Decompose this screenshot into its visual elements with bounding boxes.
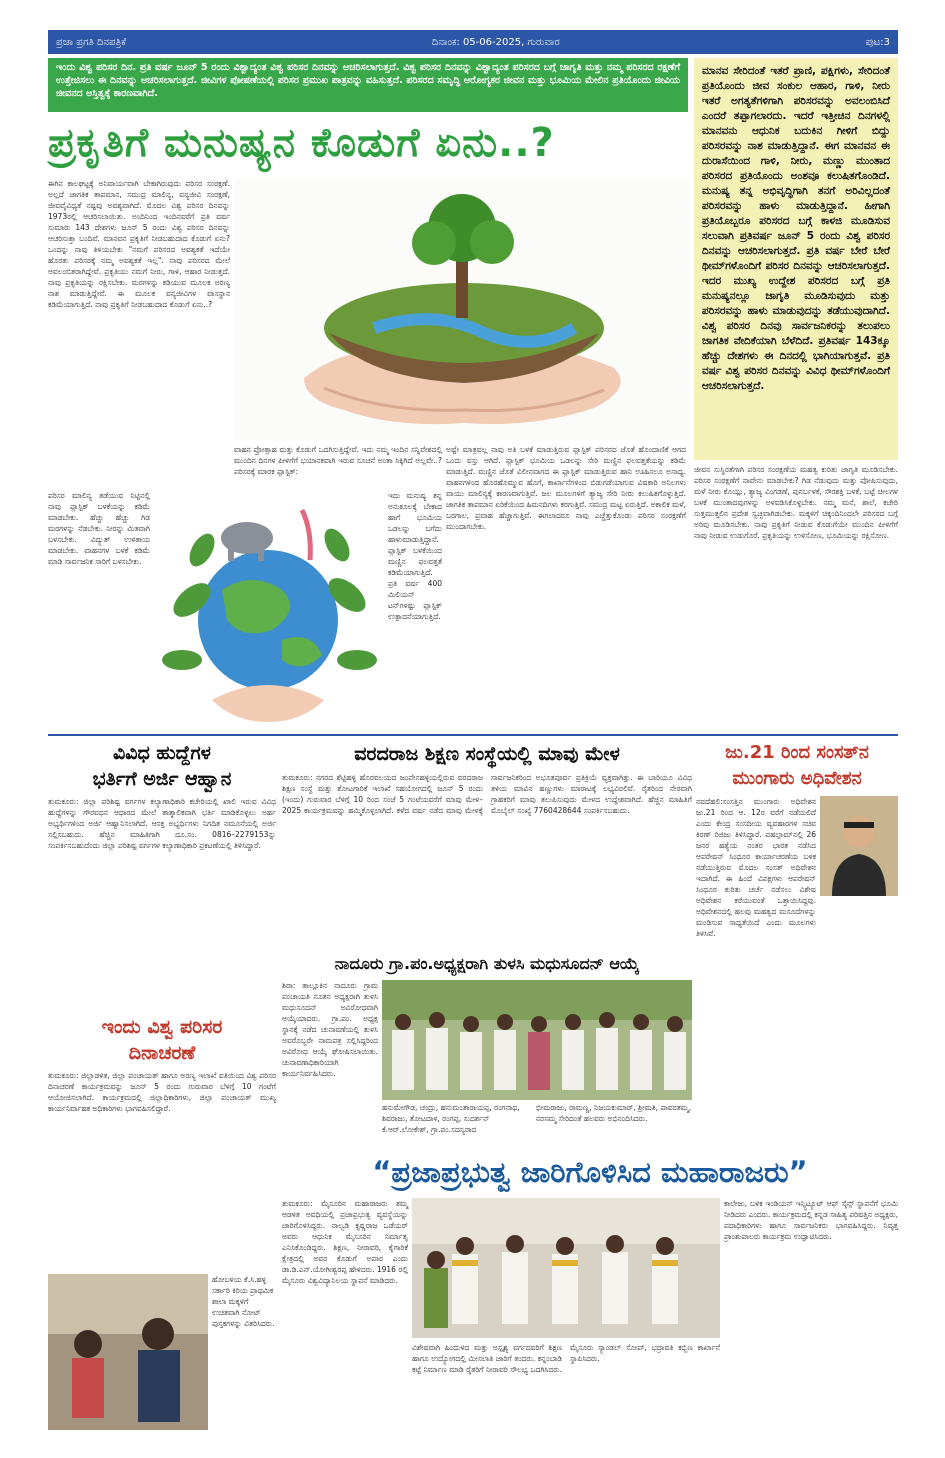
parliament-body-cont xyxy=(696,900,898,1140)
parliament-headline-line2: ಮುಂಗಾರು ಅಧಿವೇಶನ xyxy=(732,768,862,789)
school-books-photo xyxy=(48,1274,208,1430)
jobs-body: ತುಮಕೂರು: ಜಿಲ್ಲಾ ಪರಿಶಿಷ್ಟ ವರ್ಗಗಳ ಕಲ್ಯಾಣಾಧಿಕಾರಿ ಕಚೇರಿಯಲ್ಲಿ ಖಾಲಿ ಇರುವ ವಿವಿಧ ಹುದ್ದೆಗಳನ್ನು ಗೌರವಧನ ಆಧಾರದ ಮೇಲೆ ತಾತ್ಕಾಲಿಕವಾಗಿ ಭರ್ತಿ ಮಾಡಿಕೊಳ್ಳಲು ಅರ್ಹ ಅಭ್ಯರ್ಥಿಗಳಿಂದ ಅರ್ಜಿ ಆಹ್ವಾನಿಸಲಾಗಿದೆ. ಆಸಕ್ತ ಅಭ್ಯರ್ಥಿಗಳು ನಿಗದಿತ ನಮೂನೆಯಲ್ಲಿ ಅರ್ಜಿ ಸಲ್ಲಿಸಬಹುದು. ಹೆಚ್ಚಿನ ಮಾಹಿತಿಗಾಗಿ ದೂ.ಸಂ. 0816–2279153ನ್ನು ಸಂಪರ್ಕಿಸಬಹುದೆಂದು ಜಿಲ್ಲಾ ಪರಿಶಿಷ್ಟ ವರ್ಗಗಳ ಕಲ್ಯಾಣಾಧಿಕಾರಿ ಪ್ರಕಟಣೆಯಲ್ಲಿ ತಿಳಿಸಿದ್ದಾರೆ. xyxy=(48,797,276,850)
mango-body: ತುಮಕೂರು: ನಗರದ ಶೆಟ್ಟಿಹಳ್ಳಿ ಹೊರವಲಯದ ಜಂಪೇನಹಳ್ಳಿಯಲ್ಲಿರುವ ವರದರಾಜ ಶಿಕ್ಷಣ ಸಂಸ್ಥೆ ಮತ್ತು ತೋಟಗಾರಿಕೆ ಇಲಾಖೆ ಸಹಯೋಗದಲ್ಲಿ ಜೂನ್ 5 ರಂದು (ಇಂದು) ಗುರುವಾರ ಬೆಳಿಗ್ಗೆ 10 ರಿಂದ ಸಂಜೆ 5 ಗಂಟೆಯವರೆಗೆ ಮಾವು ಮೇಳ–2025 ಕಾರ್ಯಕ್ರಮವನ್ನು ಹಮ್ಮಿಕೊಳ್ಳಲಾಗಿದೆ. ಕಳೆದ ವರ್ಷ ನಡೆದ ಮಾವು ಮೇಳಕ್ಕೆ ಸಾರ್ವಜನಿಕರಿಂದ ಅಭೂತಪೂರ್ವ ಪ್ರತಿಕ್ರಿಯೆ ವ್ಯಕ್ತವಾಗಿತ್ತು. ಈ ಬಾರಿಯೂ ವಿವಿಧ ತಳಿಯ ಮಾವಿನ ಹಣ್ಣುಗಳು ಮಾರಾಟಕ್ಕೆ ಲಭ್ಯವಿರಲಿವೆ. ರೈತರಿಂದ ನೇರವಾಗಿ ಗ್ರಾಹಕರಿಗೆ ಮಾವು ತಲುಪಿಸುವುದು ಮೇಳದ ಉದ್ದೇಶವಾಗಿದೆ. ಹೆಚ್ಚಿನ ಮಾಹಿತಿಗೆ ಮೊಬೈಲ್ ಸಂಖ್ಯೆ 7760428644 ಸಂಪರ್ಕಿಸಬಹುದು. xyxy=(282,773,692,815)
env-day-headline-line1: ಇಂದು ವಿಶ್ವ ಪರಿಸರ xyxy=(101,1016,223,1038)
minister-photo xyxy=(820,796,898,896)
earth-animals-illustration xyxy=(152,490,384,730)
tulasi-headline: ನಾದೂರು ಗ್ರಾ.ಪಂ.ಅಧ್ಯಕ್ಷರಾಗಿ ತುಳಸಿ ಮಧುಸೂದನ್ ಆಯ್ಕೆ xyxy=(334,954,640,973)
tulasi-group-photo xyxy=(382,980,692,1100)
paper-name: ಪ್ರಜಾ ಪ್ರಗತಿ ದಿನಪತ್ರಿಕೆ xyxy=(56,36,127,48)
parliament-headline xyxy=(696,740,898,792)
lead-sidebar: ಮಾನವ ಸೇರಿದಂತೆ ಇತರೆ ಪ್ರಾಣಿ, ಪಕ್ಷಿಗಳು, ಸೇರಿದಂತೆ ಪ್ರತಿಯೊಂದು ಜೀವ ಸಂಕುಲ ಆಹಾರ, ಗಾಳಿ, ನೀರು ಇತರೆ ಅಗತ್ಯತೆಗಳಿಗಾಗಿ ಪರಿಸರವನ್ನು ಅವಲಂಬಿಸಿದೆ ಎಂದರೆ ತಪ್ಪಾಗಲಾರದು. ಇದರೆ ಇತ್ತೀಚಿನ ದಿನಗಳಲ್ಲಿ ಮಾನವನು ಆಧುನಿಕ ಬದುಕಿನ ಗೀಳಿಗೆ ಬಿದ್ದು ಪರಿಸರವನ್ನು ನಾಶ ಮಾಡುತ್ತಿದ್ದಾನೆ. ಈಗ ಮಾನವನ ಈ ದುರಾಸೆಯಿಂದ ಗಾಳಿ, ನೀರು, ಮಣ್ಣು ಮುಂತಾದ ಪರಿಸರದ ಪ್ರತಿಯೊಂದು ಅಂಶವೂ ಕಲುಷಿತಗೊಂಡಿದೆ. ಮನುಷ್ಯ ತನ್ನ ಅಭಿವೃದ್ಧಿಗಾಗಿ ತನಗೆ ಅರಿವಿಲ್ಲದಂತೆ ಪರಿಸರವನ್ನು ಹಾಳು ಮಾಡುತ್ತಿದ್ದಾನೆ. ಹೀಗಾಗಿ ಪ್ರತಿಯೊಬ್ಬರೂ ಪರಿಸರದ ಬಗ್ಗೆ ಕಾಳಜಿ ಮೂಡಿಸುವ ಸಲುವಾಗಿ ಪ್ರತಿವರ್ಷ ಜೂನ್ 5 ರಂದು ವಿಶ್ವ ಪರಿಸರ ದಿನವನ್ನು ಆಚರಿಸಲಾಗುತ್ತದೆ. ಪ್ರತಿ ವರ್ಷ ಬೇರೆ ಬೇರೆ ಥೀಮ್‌ಗಳೊಂದಿಗೆ ಪರಿಸರ ದಿನವನ್ನು ಆಚರಿಸಲಾಗುತ್ತದೆ. ಇದರ ಮುಖ್ಯ ಉದ್ದೇಶ ಪರಿಸರದ ಬಗ್ಗೆ ಪ್ರತಿ ಮನುಷ್ಯನಲ್ಲೂ ಜಾಗೃತಿ ಮೂಡಿಸುವುದು ಮತ್ತು ಪರಿಸರವನ್ನು ಹಾಳು ಮಾಡುವುದನ್ನು ತಡೆಯುವುದಾಗಿದೆ. ವಿಶ್ವ ಪರಿಸರ ದಿನವು ಸಾರ್ವಜನಿಕರನ್ನು ತಲುಪಲು ಜಾಗತಿಕ ವೇದಿಕೆಯಾಗಿ ಬೆಳೆದಿದೆ. ಪ್ರತಿವರ್ಷ 143ಕ್ಕೂ ಹೆಚ್ಚು ದೇಶಗಳು ಈ ದಿನದಲ್ಲಿ ಭಾಗಿಯಾಗುತ್ತವೆ. ಪ್ರತಿ ವರ್ಷ ವಿಶ್ವ ಪರಿಸರ ದಿನವನ್ನು ವಿವಿಧ ಥೀಮ್‌ಗಳೊಂದಿಗೆ ಆಚರಿಸಲಾಗುತ್ತದೆ. xyxy=(694,58,898,460)
tulasi-caption-2: ಭೀಮರಾಜು, ರಾಮಣ್ಣ, ನಿಜಯಕುಮಾರ್, ಶ್ರೀಮತಿ, ಪಾವರತಮ್ಮ, ನರಸಮ್ಮ ಸೇರಿದಂತೆ ಹಲವರು ಅಭಿನಂದಿಸಿದರು. xyxy=(536,1103,692,1123)
maharaja-body-1: ತುಮಕೂರು: ಮೈಸೂರಿನ ಮಹಾರಾಜರು ತಮ್ಮ ಆಡಳಿತ ಅವಧಿಯಲ್ಲಿ ಪ್ರಜಾಪ್ರಭುತ್ವ ವ್ಯವಸ್ಥೆಯನ್ನು ಜಾರಿಗೊಳಿಸಿದ್ದರು. ನಾಲ್ವಡಿ ಕೃಷ್ಣರಾಜ ಒಡೆಯರ್ ಅವರು ಆಧುನಿಕ ಮೈಸೂರಿನ ನಿರ್ಮಾತೃ ಎನಿಸಿಕೊಂಡಿದ್ದರು. ಶಿಕ್ಷಣ, ನೀರಾವರಿ, ಕೈಗಾರಿಕೆ ಕ್ಷೇತ್ರದಲ್ಲಿ ಅವರ ಕೊಡುಗೆ ಅಪಾರ ಎಂದು ಡಾ.ಡಿ.ಎನ್.ಯೋಗೀಶ್ವರಪ್ಪ ಹೇಳಿದರು. 1916 ರಲ್ಲಿ ಮೈಸೂರು ವಿಶ್ವವಿದ್ಯಾನಿಲಯ ಸ್ಥಾಪನೆ ಮಾಡಿದರು. xyxy=(282,1199,408,1285)
lead-column-1b: ಪರಿಸರ ಮಾಲಿನ್ಯ ತಡೆಯುವ ನಿಟ್ಟಿನಲ್ಲಿ ನಾವು ಪ್ಲಾಸ್ಟಿಕ್ ಬಳಕೆಯನ್ನು ಕಡಿಮೆ ಮಾಡಬೇಕು. ಹೆಚ್ಚು ಹೆಚ್ಚು ಗಿಡ ಮರಗಳನ್ನು ನೆಡಬೇಕು. ನೀರನ್ನು ಮಿತವಾಗಿ ಬಳಸಬೇಕು. ವಿದ್ಯುತ್ ಉಳಿತಾಯ ಮಾಡಬೇಕು. ವಾಹನಗಳ ಬಳಕೆ ಕಡಿಮೆ ಮಾಡಿ ಸಾರ್ವಜನಿಕ ಸಾರಿಗೆ ಬಳಸಬೇಕು. xyxy=(48,491,150,566)
masthead-bar xyxy=(48,30,898,54)
parliament-body: ನವದೆಹಲಿ:ಸಂಸತ್ತಿನ ಮುಂಗಾರು ಅಧಿವೇಶನ ಜು.21 ರಿಂದ ಆ. 12ರ ವರೆಗೆ ನಡೆಯಲಿದೆ ಎಂದು ಕೇಂದ್ರ ಸಂಸದೀಯ ವ್ಯವಹಾರಗಳ ಸಚಿವ ಕಿರಣ್ ರಿಜಿಜು ತಿಳಿಸಿದ್ದಾರೆ. ಪಹಲ್ಗಾಮ್‌ನಲ್ಲಿ 26 ಜನರ ಹತ್ಯೆಯ ನಂತರ ಭಾರತ ನಡೆಸಿದ ಆಪರೇಷನ್ ಸಿಂಧೂರ ಕಾರ್ಯಾಚರಣೆಯ ಬಳಿಕ ನಡೆಯುತ್ತಿರುವ ಮೊದಲ ಸಂಸತ್ ಅಧಿವೇಶನ ಇದಾಗಿದೆ. ಈ ಹಿಂದೆ ವಿಪಕ್ಷಗಳು ಆಪರೇಷನ್ ಸಿಂಧೂರ ಕುರಿತು ಚರ್ಚೆ ನಡೆಸಲು ವಿಶೇಷ ಅಧಿವೇಶನ ಕರೆಯುವಂತೆ ಒತ್ತಾಯಿಸಿದ್ದವು. ಅಧಿವೇಶನದಲ್ಲಿ ಹಲವು ಮಹತ್ವದ ಮಸೂದೆಗಳನ್ನು ಮಂಡಿಸುವ ಸಾಧ್ಯತೆಯಿದೆ ಎಂದು ಮೂಲಗಳು ತಿಳಿಸಿವೆ. xyxy=(696,797,816,938)
page-number: ಪುಟ:3 xyxy=(865,36,890,48)
school-books-caption: ಹೋಬಳಿಯ ಕೆ.ಸಿ.ಹಳ್ಳಿ ಸರ್ಕಾರಿ ಕಿರಿಯ ಪ್ರಾಥಮಿಕ ಶಾಲಾ ಮಕ್ಕಳಿಗೆ ಉಚಿತವಾಗಿ ನೋಟ್ ಪುಸ್ತಕಗಳನ್ನು ವಿತರಿಸಿದರು. xyxy=(212,1275,275,1328)
parliament-body-top xyxy=(696,796,816,938)
jobs-headline xyxy=(48,740,276,792)
section-divider xyxy=(48,734,898,736)
lead-column-4: ಜೀವನ ಸುಸ್ಥಿರತೆಗಾಗಿ ಪರಿಸರ ಸಂರಕ್ಷಣೆಯ ಮಹತ್ವ ಕುರಿತು ಜಾಗೃತಿ ಮೂಡಿಸಬೇಕು. ಪರಿಸರ ಸಂರಕ್ಷಣೆಗೆ ನಾವೇನು ಮಾಡಬೇಕು? ಗಿಡ ನೆಡುವುದು ಮತ್ತು ಪೋಷಿಸುವುದು, ಮಳೆ ನೀರು ಕೊಯ್ಲು, ತ್ಯಾಜ್ಯ ವಿಂಗಡಣೆ, ಪುನರ್ಬಳಕೆ, ಸೌರಶಕ್ತಿ ಬಳಕೆ, ಬಟ್ಟೆ ಚೀಲಗಳ ಬಳಕೆ ಮುಂತಾದವುಗಳನ್ನು ಅಳವಡಿಸಿಕೊಳ್ಳಬೇಕು. ನಮ್ಮ ಮನೆ, ಶಾಲೆ, ಕಚೇರಿ ಸುತ್ತಮುತ್ತಲಿನ ಪ್ರದೇಶ ಸ್ವಚ್ಛವಾಗಿಡಬೇಕು. ಮಕ್ಕಳಿಗೆ ಚಿಕ್ಕಂದಿನಿಂದಲೇ ಪರಿಸರದ ಬಗ್ಗೆ ಅರಿವು ಮೂಡಿಸಬೇಕು. ನಾವು ಪ್ರಕೃತಿಗೆ ನೀಡುವ ಕೊಡುಗೆಯೇ ಮುಂದಿನ ಪೀಳಿಗೆಗೆ ನಾವು ನೀಡುವ ಉಡುಗೊರೆ. ಪ್ರಕೃತಿಯನ್ನು ಉಳಿಸೋಣ, ಭೂಮಿಯನ್ನು ರಕ್ಷಿಸೋಣ. xyxy=(694,465,898,540)
hands-earth-tree-photo xyxy=(234,178,690,440)
tulasi-caption-1: ಹನುಮೇಗೌಡ, ಚಂದ್ರು, ಹನುಮಂತಾರಾಯಪ್ಪ, ರಂಗನಾಥ, ಶಿವರಾಜು, ತೋಟದಾಳ, ರಂಗಪ್ಪ, ಸುದರ್ಶನ್ ಕೆ.ಆರ್.ಲೋಕೇಶ್, ಗ್ರಾ.ಪಂ.ಸದಸ್ಯರಾದ xyxy=(382,1103,520,1134)
lead-column-1: ಈಗಿನ ಕಾಲಘಟ್ಟಕ್ಕೆ ಅನಿವಾರ್ಯವಾಗಿ ಬೇಕಾಗಿರುವುದು ಪರಿಸರ ಸಂರಕ್ಷಣೆ. ಅಲ್ಲದೆ ಜಾಗತಿಕ ತಾಪಮಾನ, ಸಮುದ್ರ ಮಾಲಿನ್ಯ, ವನ್ಯಜೀವಿ ಸಂರಕ್ಷಣೆ, ಜೀವವೈವಿಧ್ಯತೆ ನಷ್ಟವು ಅವಶ್ಯವಾಗಿದೆ. ಮೊದಲ ವಿಶ್ವ ಪರಿಸರ ದಿನವನ್ನು 1973ರಲ್ಲಿ ಆಚರಿಸಲಾಯಿತು. ಅಂದಿನಿಂದ ಇಂದಿನವರೆಗೆ ಪ್ರತಿ ವರ್ಷ ಸುಮಾರು 143 ದೇಶಗಳು ಜೂನ್ 5 ರಂದು ವಿಶ್ವ ಪರಿಸರ ದಿನವನ್ನು ಆಚರಿಸುತ್ತಾ ಬಂದಿವೆ. ಮಾನವನ ಪ್ರಕೃತಿಗೆ ನೀಡಬಹುದಾದ ಕೊಡುಗೆ ಏನು? ಒಂದನ್ನು ನಾವು ತಿಳಿಯಬೇಕು "ನಮಗೆ ಪರಿಸರದ ಅವಶ್ಯಕತೆ ಇದೆಯೇ ಹೊರತು ಪರಿಸರಕ್ಕೆ ನಮ್ಮ ಅವಶ್ಯಕತೆ ಇಲ್ಲ". ನಾವು ಪರಿಸರದ ಮೇಲೆ ಅವಲಂಬಿತರಾಗಿದ್ದೇವೆ. ಪ್ರಕೃತಿಯು ನಮಗೆ ನೀರು, ಗಾಳಿ, ಆಹಾರ ನೀಡುತ್ತದೆ. ನಾವು ಪ್ರಕೃತಿಯನ್ನು ರಕ್ಷಿಸಬೇಕು. ಮರಗಳನ್ನು ಕಡಿಯುವ ಮೂಲಕ ಅರಣ್ಯ ನಾಶ ಮಾಡುತ್ತಿದ್ದೇವೆ. ಈ ಮೂಲಕ ವನ್ಯಜೀವಿಗಳ ವಾಸಸ್ಥಾನ ಕಡಿಮೆಯಾಗುತ್ತಿದೆ. ನಾವು ಪ್ರಕೃತಿಗೆ ನೀಡಬಹುದಾದ ಕೊಡುಗೆ ಏನು..? xyxy=(48,179,230,309)
lead-headline: ಪ್ರಕೃತಿಗೆ ಮನುಷ್ಯನ ಕೊಡುಗೆ ಏನು..? xyxy=(48,120,555,166)
maharaja-event-photo xyxy=(412,1198,720,1338)
jobs-headline-line2: ಭರ್ತಿಗೆ ಅರ್ಜಿ ಆಹ್ವಾನ xyxy=(92,768,232,790)
maharaja-body-2: ವಿಶೇಷವಾಗಿ ಹಿಂದುಳಿದ ಮತ್ತು ಅಸ್ಪೃಶ್ಯ ವರ್ಗದವರಿಗೆ ಶಿಕ್ಷಣ ಹಾಗೂ ಉದ್ಯೋಗದಲ್ಲಿ ಮೀಸಲಾತಿ ಜಾರಿಗೆ ತಂದರು. ಕನ್ನಂಬಾಡಿ ಕಟ್ಟೆ ನಿರ್ಮಾಣ ಮಾಡಿ ರೈತರಿಗೆ ನೀರಾವರಿ ಸೌಲಭ್ಯ ಒದಗಿಸಿದರು. ಮೈಸೂರು ಸ್ಯಾಂಡಲ್ ಸೋಪ್, ಭದ್ರಾವತಿ ಕಬ್ಬಿಣ ಕಾರ್ಖಾನೆ ಸ್ಥಾಪಿಸಿದರು. xyxy=(412,1343,720,1374)
maharaja-body-3: ಕಾಲೇಜು, ಬಳಿಕ ಇಂಡಿಯನ್ ಇನ್ಸ್ಟಿಟ್ಯೂಟ್ ಆಫ್ ಸೈನ್ಸ್ ಸ್ಥಾಪನೆಗೆ ಭೂಮಿ ನೀಡಿದರು ಎಂದರು. ಕಾರ್ಯಕ್ರಮದಲ್ಲಿ ಕನ್ನಡ ಸಾಹಿತ್ಯ ಪರಿಷತ್ತಿನ ಅಧ್ಯಕ್ಷರು, ಪದಾಧಿಕಾರಿಗಳು ಹಾಗೂ ಸಾರ್ವಜನಿಕರು ಭಾಗವಹಿಸಿದ್ದರು. ನಿವೃತ್ತ ಪ್ರಾಂಶುಪಾಲರು ಕಾರ್ಯಕ್ರಮ ಉದ್ಘಾಟಿಸಿದರು. xyxy=(724,1199,898,1241)
env-day-headline-line2: ದಿನಾಚರಣೆ xyxy=(128,1042,196,1064)
parliament-headline-line1: ಜು.21 ರಿಂದ ಸಂಸತ್‌ನ xyxy=(725,742,869,763)
maharaja-headline: “ಪ್ರಜಾಪ್ರಭುತ್ವ ಜಾರಿಗೊಳಿಸಿದ ಮಹಾರಾಜರು” xyxy=(372,1155,808,1189)
lead-intro: ಇಂದು ವಿಶ್ವ ಪರಿಸರ ದಿನ. ಪ್ರತಿ ವರ್ಷ ಜೂನ್ 5 ರಂದು ವಿಶ್ವಾದ್ಯಂತ ವಿಶ್ವ ಪರಿಸರ ದಿನವನ್ನು ಆಚರಿಸಲಾಗುತ್ತದೆ. ವಿಶ್ವ ಪರಿಸರ ದಿನವನ್ನು ವಿಶ್ವಾದ್ಯಂತ ಪರಿಸರದ ಬಗ್ಗೆ ಜಾಗೃತಿ ಮತ್ತು ನಮ್ಮ ಪರಿಸರದ ರಕ್ಷಣೆಗೆ ಉತ್ತೇಜಿಸಲು ಈ ದಿನವನ್ನು ಆಚರಿಸಲಾಗುತ್ತದೆ. ಜೀವಿಗಳ ಪೋಷಣೆಯಲ್ಲಿ ಪರಿಸರ ಪ್ರಮುಖ ಪಾತ್ರವನ್ನು ವಹಿಸುತ್ತದೆ. ಪರಿಸರದ ಸಮೃದ್ಧಿ ಆರೋಗ್ಯಕರ ಜೀವನ ಮತ್ತು ಭೂಮಿಯ ಮೇಲಿನ ಪ್ರತಿಯೊಂದು ಜೀವಿಯ ಜೀವನದ ಅಸ್ತಿತ್ವಕ್ಕೆ ಕಾರಣವಾಗಿದೆ. xyxy=(48,58,688,112)
env-day-headline xyxy=(48,1014,276,1066)
issue-date: ದಿನಾಂಕ: 05-06-2025, ಗುರುವಾರ xyxy=(431,36,560,48)
lead-column-1c: ಇದು ಮನುಷ್ಯ ತನ್ನ ಅನುಕೂಲಕ್ಕೆ ಬೇಕಾದ ಹಾಗೆ ಭೂಮಿಯ ಒಡಲನ್ನು ಬಗೆದು ಹಾಳುಮಾಡುತ್ತಿದ್ದಾನೆ. ಪ್ಲಾಸ್ಟಿಕ್ ಬಳಕೆಯಿಂದ ಮಣ್ಣಿನ ಫಲವತ್ತತೆ ಕಡಿಮೆಯಾಗುತ್ತಿದೆ. ಪ್ರತಿ ವರ್ಷ 400 ಮಿಲಿಯನ್ ಟನ್‌ಗಳಷ್ಟು ಪ್ಲಾಸ್ಟಿಕ್ ಉತ್ಪಾದನೆಯಾಗುತ್ತಿದೆ. xyxy=(388,491,442,621)
lead-column-3: ಅಷ್ಟೇ ಮಾತ್ರವಲ್ಲ ನಾವು ಅತಿ ಬಳಕೆ ಮಾಡುತ್ತಿರುವ ಪ್ಲಾಸ್ಟಿಕ್ ಪರಿಸರದ ಜೊತೆ ಹೊಂದಾಣಿಕೆ ಆಗದ ಒಂದು ವಸ್ತು ಆಗಿದೆ. ಪ್ಲಾಸ್ಟಿಕ್ ಭೂಮಿಯ ಒಡಲನ್ನು ಸೇರಿ ಮಣ್ಣಿನ ಫಲವತ್ತತೆಯನ್ನು ಕಡಿಮೆ ಮಾಡುತ್ತಿದೆ. ಮಣ್ಣಿನ ಜೊತೆ ವಿಲೀನವಾಗದ ಈ ಪ್ಲಾಸ್ಟಿಕ್ ಮಾಡುತ್ತಿರುವ ಹಾನಿ ಊಹಿಸಲೂ ಅಸಾಧ್ಯ. ವಾಹನಗಳಿಂದ ಹೊರಹೊಮ್ಮುವ ಹೊಗೆ, ಕಾರ್ಖಾನೆಗಳಿಂದ ಬಿಡುಗಡೆಯಾಗುವ ವಿಷಕಾರಿ ಅನಿಲಗಳು ವಾಯು ಮಾಲಿನ್ಯಕ್ಕೆ ಕಾರಣವಾಗುತ್ತಿವೆ. ಜಲ ಮೂಲಗಳಿಗೆ ತ್ಯಾಜ್ಯ ಸೇರಿ ನೀರು ಕಲುಷಿತಗೊಳ್ಳುತ್ತಿದೆ. ಜಾಗತಿಕ ತಾಪಮಾನ ಏರಿಕೆಯಿಂದ ಹಿಮನದಿಗಳು ಕರಗುತ್ತಿವೆ. ಸಮುದ್ರ ಮಟ್ಟ ಏರುತ್ತಿದೆ. ಅಕಾಲಿಕ ಮಳೆ, ಬರಗಾಲ, ಪ್ರವಾಹ ಹೆಚ್ಚಾಗುತ್ತಿವೆ. ಈಗಲಾದರೂ ನಾವು ಎಚ್ಚೆತ್ತುಕೊಂಡು ಪರಿಸರ ಸಂರಕ್ಷಣೆಗೆ ಮುಂದಾಗಬೇಕು. xyxy=(446,445,686,531)
tulasi-body: ಶಿರಾ: ತಾಲ್ಲೂಕಿನ ನಾದೂರು ಗ್ರಾಮ ಪಂಚಾಯತಿ ನೂತನ ಅಧ್ಯಕ್ಷರಾಗಿ ತುಳಸಿ ಮಧುಸೂದನ್ ಅವಿರೋಧವಾಗಿ ಆಯ್ಕೆಯಾದರು. ಗ್ರಾ.ಪಂ. ಅಧ್ಯಕ್ಷ ಸ್ಥಾನಕ್ಕೆ ನಡೆದ ಚುನಾವಣೆಯಲ್ಲಿ ತುಳಸಿ ಅವರೊಬ್ಬರೇ ನಾಮಪತ್ರ ಸಲ್ಲಿಸಿದ್ದರಿಂದ ಅವಿರೋಧ ಆಯ್ಕೆ ಘೋಷಿಸಲಾಯಿತು. ಚುನಾವಣಾಧಿಕಾರಿಯಾಗಿ ಕಾರ್ಯನಿರ್ವಹಿಸಿದರು. xyxy=(282,981,378,1078)
env-day-body: ತುಮಕೂರು: ಜಿಲ್ಲಾಡಳಿತ, ಜಿಲ್ಲಾ ಪಂಚಾಯತ್ ಹಾಗೂ ಅರಣ್ಯ ಇಲಾಖೆ ವತಿಯಿಂದ ವಿಶ್ವ ಪರಿಸರ ದಿನಾಚರಣೆ ಕಾರ್ಯಕ್ರಮವನ್ನು ಜೂನ್ 5 ರಂದು ಗುರುವಾರ ಬೆಳಿಗ್ಗೆ 10 ಗಂಟೆಗೆ ಆಯೋಜಿಸಲಾಗಿದೆ. ಕಾರ್ಯಕ್ರಮದಲ್ಲಿ ಜಿಲ್ಲಾಧಿಕಾರಿಗಳು, ಜಿಲ್ಲಾ ಪಂಚಾಯತ್ ಮುಖ್ಯ ಕಾರ್ಯನಿರ್ವಾಹಕ ಅಧಿಕಾರಿಗಳು ಭಾಗವಹಿಸಲಿದ್ದಾರೆ. xyxy=(48,1071,276,1113)
mango-headline: ವರದರಾಜ ಶಿಕ್ಷಣ ಸಂಸ್ಥೆಯಲ್ಲಿ ಮಾವು ಮೇಳ xyxy=(354,743,620,765)
lead-column-2: ವಾಹನ ಪ್ರೋತ್ಸಾಹ ಮತ್ತು ಕೊಡುಗೆ ಒದಗಿಸುತ್ತಿದ್ದೇವೆ. ಇದು ನಮ್ಮ ಇಂದಿನ ಸನ್ನಿವೇಶದಲ್ಲಿ ಮುಂದಿನ ದಿನಗಳ ಪೀಳಿಗೆಗೆ ಭಯಾನಕವಾಗಿ ಇರುವ ಸೂಚನೆ ಅಂತಾ ಸಿಕ್ಕಿಗಿದೆ ಅಲ್ಲವೇ..? ಪರಿಸರಕ್ಕೆ ಮಾರಕ ಪ್ಲಾಸ್ಟಿಕ್: xyxy=(234,445,442,476)
jobs-headline-line1: ವಿವಿಧ ಹುದ್ದೆಗಳ xyxy=(113,742,211,764)
